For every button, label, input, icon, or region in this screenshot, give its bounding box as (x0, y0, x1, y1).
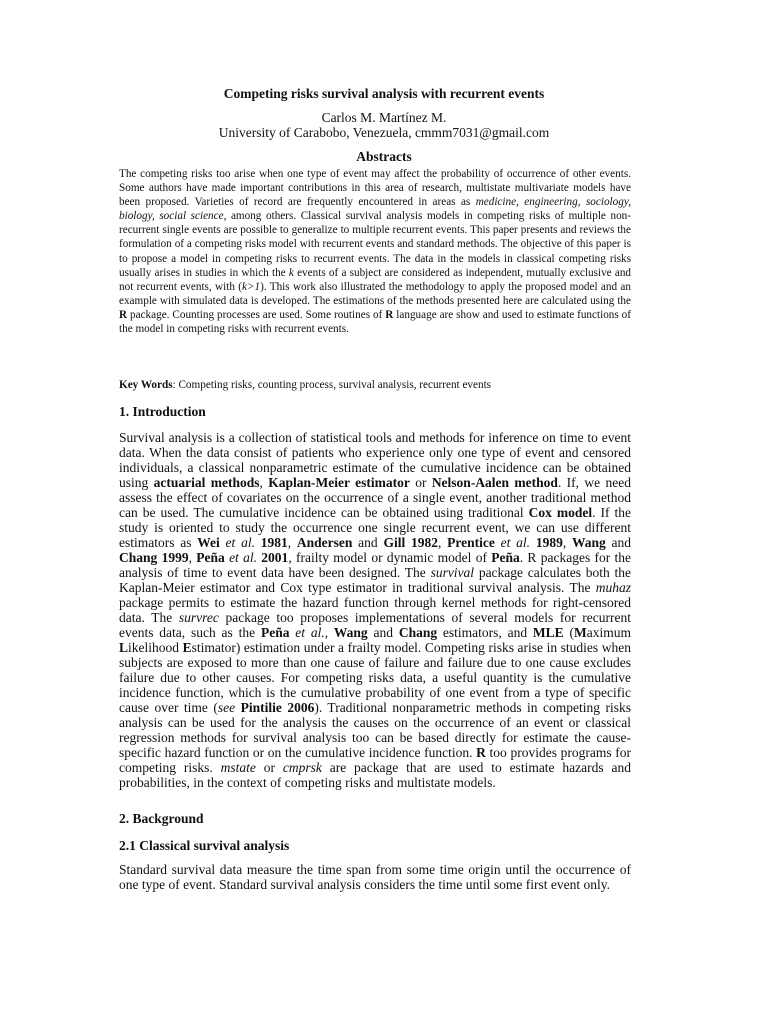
background-paragraph (119, 862, 631, 892)
text-run: too provides programs for competing risks. (119, 745, 631, 775)
text-run: medicine, engineering, sociology, biology, social science (119, 196, 631, 223)
text-run: M (574, 625, 587, 640)
text-run: , (324, 625, 334, 640)
text-run: , among others. Classical survival analysis models in competing risks of multiple non-recurrent single events are possible to generalize to multiple recurrent events. This paper presents and reviews the formulation of a competing risks model with recurrent events and standard methods. The objective of this paper is to propose a model in competing risks to recurrent events. The data in the models in classical competing risks usually arises in studies in which the (119, 210, 631, 279)
text-run: 1981 (254, 535, 288, 550)
text-run: Prentice (447, 535, 495, 550)
text-run: k>1 (241, 280, 261, 293)
text-run: MLE (532, 625, 564, 640)
text-run: R (385, 308, 394, 321)
text-run: ikelihood (128, 640, 183, 655)
text-run: Peña (196, 550, 225, 565)
text-run: ). This work also illustrated the methodology to apply the proposed model and an example with simulated data is developed. The estimations of the methods presented here are calculated using the (119, 280, 631, 307)
text-run: , (188, 550, 197, 565)
text-run: aximum (586, 625, 632, 640)
abstract-body (119, 167, 631, 336)
text-run: or (255, 760, 283, 775)
text-run: , (562, 535, 572, 550)
subsection-heading: 2.1 Classical survival analysis (119, 838, 290, 853)
text-run: package calculates both the Kaplan-Meier estimator and Cox type estimator in traditional survival analysis. The (119, 565, 631, 595)
text-run: Peña (260, 625, 290, 640)
text-run: et al. (494, 535, 531, 550)
text-run: mstate (220, 760, 256, 775)
text-run: are package that are used to estimate hazards and probabilities, in the context of competing risks and multistate models. (119, 760, 631, 790)
text-run: . If, we need assess the effect of covariates on the occurrence of a single event, another traditional method can be used. The cumulative incidence can be obtained using traditional (119, 475, 632, 520)
text-run: see (217, 700, 236, 715)
keywords-label: Key Words (119, 379, 173, 391)
keywords (119, 378, 631, 392)
text-run: Wei (197, 535, 220, 550)
text-run: package. Counting processes are used. Some routines of (127, 308, 386, 321)
paper-title: Competing risks survival analysis with recurrent events (223, 86, 545, 101)
text-run: survrec (178, 610, 219, 625)
text-run: , (287, 535, 297, 550)
introduction-paragraph (119, 430, 631, 790)
text-run: language are show and used to estimate functions of the model in competing risks with recurrent events. (119, 308, 631, 336)
text-run: Cox model (528, 505, 593, 520)
text-run: ( (563, 625, 575, 640)
text-run: estimators, and (437, 625, 533, 640)
text-run: Pintilie 2006 (240, 700, 315, 715)
text-run: stimator) estimation under a frailty model. Competing risks arise in studies when subjects are exposed to more than one cause of failure and failure due to one cause excludes failure due to other causes. For competing risks data, a useful quantity is the cumulative incidence function, which is the cumulative probability of one event from a type of specific cause over time ( (119, 640, 631, 715)
text-run: k (288, 266, 294, 279)
text-run: events of a subject are considered as independent, mutually exclusive and not recurrent events, with ( (119, 266, 632, 293)
text-run: et al. (219, 535, 255, 550)
abstract-heading: Abstracts (356, 149, 412, 164)
text-run: muhaz (595, 580, 631, 595)
text-run: Wang (571, 535, 606, 550)
text-run: 1989 (530, 535, 563, 550)
text-run: E (182, 640, 192, 655)
text-run: 2001 (257, 550, 289, 565)
text-run: . If the study is oriented to study the occurrence one single recurrent event, we can use different estimators as (119, 505, 631, 550)
text-run: Wang (333, 625, 368, 640)
text-run: ). Traditional nonparametric methods in competing risks analysis can be used for the analysis the causes on the occurrence of an event or classical regression methods for survival analysis too can be based directly for estimate the cause-specific hazard function or on the cumulative incidence function. (119, 700, 631, 760)
text-run: and (605, 535, 632, 550)
text-run: et al. (289, 625, 325, 640)
text-run: Survival analysis is a collection of statistical tools and methods for inference on time to event data. When the data consist of patients who experience only one type of event and censored individuals, a classical nonparametric estimate of the cumulative incidence can be obtained using (119, 430, 631, 490)
text-run: survival (430, 565, 475, 580)
introduction-body (119, 430, 631, 790)
text-run: Chang 1999 (119, 550, 189, 565)
text-run: R (119, 308, 128, 321)
text-run: Kaplan-Meier estimator (268, 475, 410, 490)
text-run: , frailty model or dynamic model of (288, 550, 492, 565)
author-affiliation: University of Carabobo, Venezuela, cmmm7031@gmail.com (218, 125, 550, 140)
text-run: and (352, 535, 384, 550)
text-run: Nelson-Aalen method (431, 475, 558, 490)
text-run: package too proposes implementations of several models for recurrent events data, such as the (119, 610, 632, 640)
abstract-text (119, 167, 631, 336)
introduction-heading: 1. Introduction (119, 404, 206, 419)
background-heading: 2. Background (119, 811, 204, 826)
text-run: Gill 1982 (383, 535, 438, 550)
text-run: , (259, 475, 269, 490)
text-run: . R packages for the analysis of time to event data have been designed. The (119, 550, 632, 580)
text-run: actuarial methods (153, 475, 260, 490)
author-name: Carlos M. Martínez M. (321, 110, 447, 125)
text-run: R (476, 745, 486, 760)
text-run: and (367, 625, 399, 640)
text-run: et al. (224, 550, 257, 565)
text-run: Chang (398, 625, 438, 640)
text-run: The competing risks too arise when one type of event may affect the probability of occurrence of other events. Some authors have made important contributions in this area of research, multistate multivariate models have been proposed. Varieties of record are frequently encountered in areas as (119, 168, 631, 209)
background-body: Standard survival data measure the time span from some time origin until the occurrence of one type of event. Standard survival analysis considers the time until some first event only. (119, 862, 631, 892)
keywords-text: : Competing risks, counting process, survival analysis, recurrent events (172, 379, 492, 391)
text-run: Andersen (296, 535, 353, 550)
text-run: or (409, 475, 432, 490)
text-run: package permits to estimate the hazard function through kernel methods for right-censored data. The (119, 595, 631, 625)
text-run: , (437, 535, 448, 550)
text-run: Peña (491, 550, 520, 565)
text-run: cmprsk (282, 760, 322, 775)
text-run: L (119, 640, 129, 655)
